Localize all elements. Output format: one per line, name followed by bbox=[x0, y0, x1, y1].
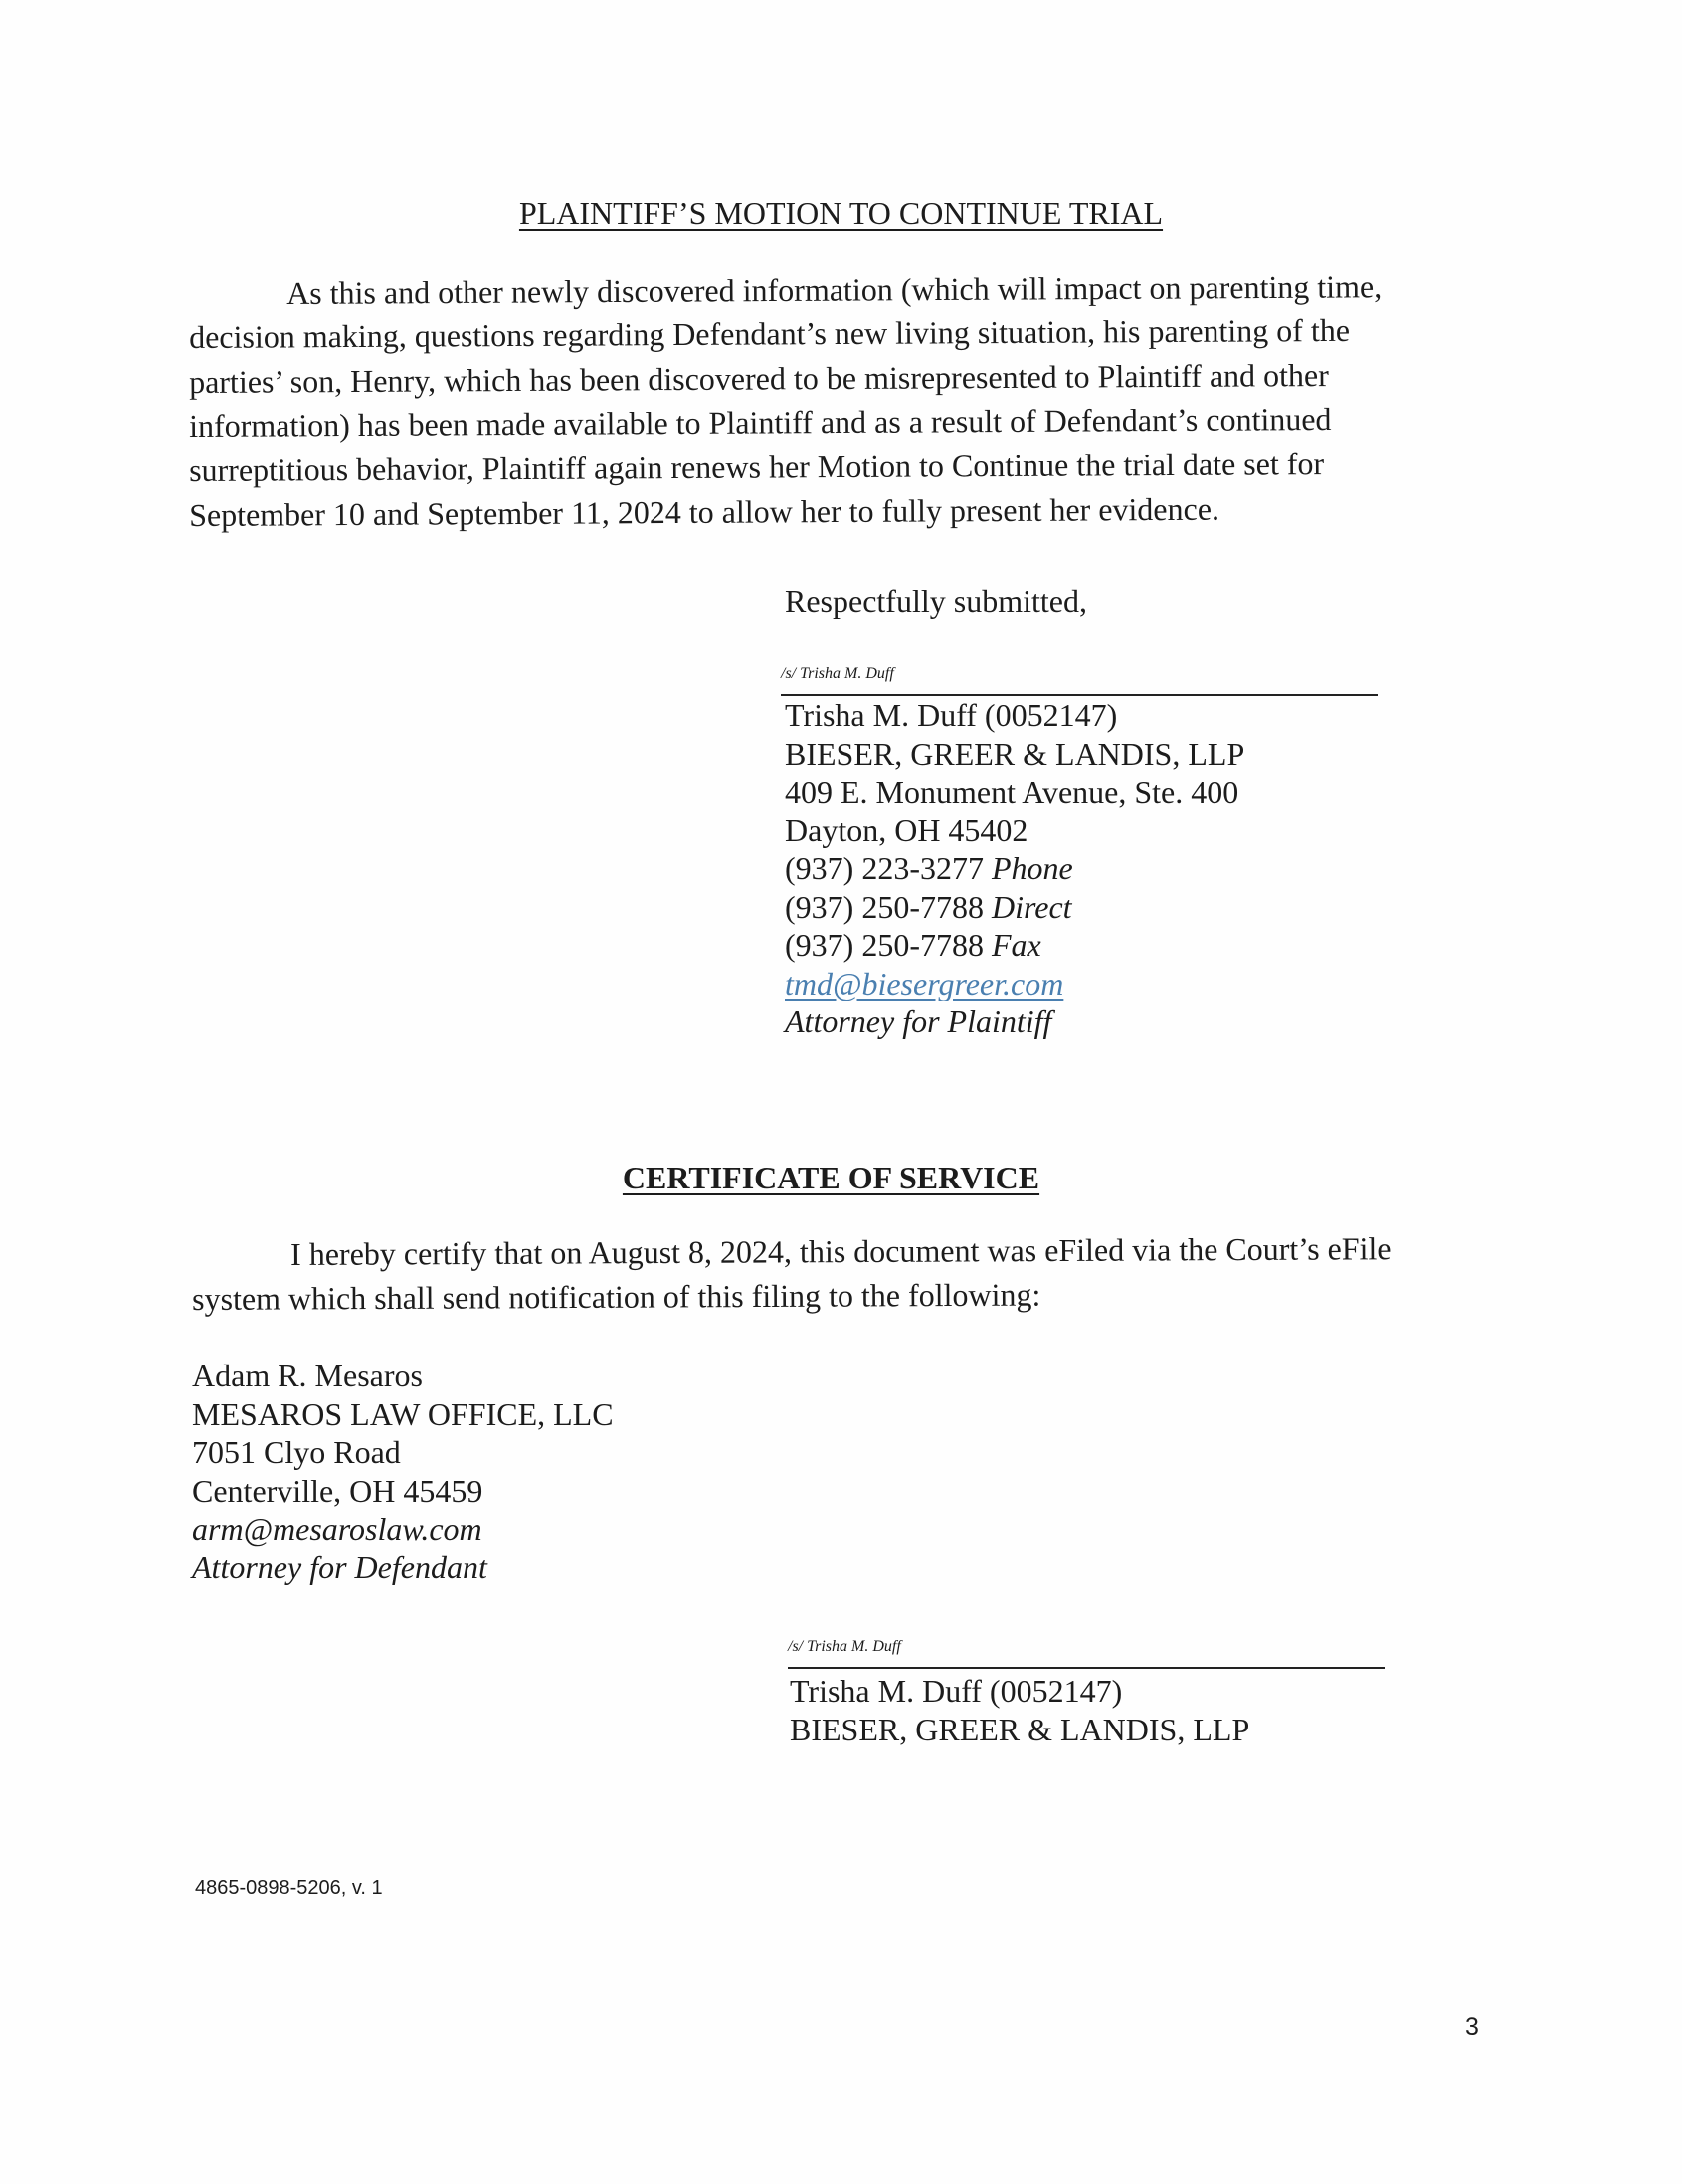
direct-number: (937) 250-7788 bbox=[785, 888, 984, 925]
direct-label: Direct bbox=[991, 888, 1072, 925]
certificate-signature-block bbox=[790, 1672, 1249, 1748]
attorney-address-line-2: Dayton, OH 45402 bbox=[785, 812, 1028, 848]
certificate-line-1: I hereby certify that on August 8, 2024, this document was eFiled via the Court’s eFile bbox=[290, 1230, 1392, 1272]
page-number: 3 bbox=[1465, 2013, 1479, 2041]
certificate-line-2: system which shall send notification of this filing to the following: bbox=[192, 1276, 1041, 1317]
closing-text: Respectfully submitted, bbox=[785, 583, 1087, 619]
motion-line-1: As this and other newly discovered information (which will impact on parenting time, bbox=[286, 269, 1383, 311]
motion-line-3: parties’ son, Henry, which has been discovered to be misrepresented to Plaintiff and other bbox=[189, 357, 1329, 400]
document-id: 4865-0898-5206, v. 1 bbox=[195, 1877, 383, 1899]
attorney-email-link[interactable]: tmd@biesergreer.com bbox=[785, 965, 1064, 1001]
certificate-signer-firm: BIESER, GREER & LANDIS, LLP bbox=[790, 1711, 1250, 1747]
attorney-fax bbox=[785, 926, 1244, 965]
e-signature: /s/ Trisha M. Duff bbox=[781, 665, 894, 682]
attorney-address-line-1: 409 E. Monument Avenue, Ste. 400 bbox=[785, 774, 1239, 810]
recipient-role: Attorney for Defendant bbox=[192, 1548, 487, 1585]
recipient-address-line-1: 7051 Clyo Road bbox=[192, 1434, 401, 1470]
certificate-signature-line bbox=[788, 1627, 1385, 1669]
attorney-signature-block bbox=[785, 696, 1244, 1041]
attorney-name: Trisha M. Duff (0052147) bbox=[785, 697, 1118, 733]
recipient-name: Adam R. Mesaros bbox=[192, 1358, 423, 1393]
motion-line-4: information) has been made available to Plaintiff and as a result of Defendant’s continued bbox=[189, 400, 1332, 444]
motion-title: PLAINTIFF’S MOTION TO CONTINUE TRIAL bbox=[518, 195, 1164, 231]
motion-line-6: September 10 and September 11, 2024 to allow her to fully present her evidence. bbox=[189, 490, 1220, 533]
motion-line-5: surreptitious behavior, Plaintiff again renews her Motion to Continue the trial date set for bbox=[189, 446, 1325, 488]
attorney-role: Attorney for Plaintiff bbox=[785, 1003, 1052, 1039]
attorney-phone bbox=[785, 849, 1244, 888]
motion-line-2: decision making, questions regarding Defendant’s new living situation, his parenting of the bbox=[189, 311, 1351, 355]
recipient-email[interactable]: arm@mesaroslaw.com bbox=[192, 1511, 482, 1547]
recipient-firm: MESAROS LAW OFFICE, LLC bbox=[192, 1395, 614, 1432]
fax-label: Fax bbox=[991, 927, 1041, 963]
signature-line bbox=[781, 654, 1378, 696]
fax-number: (937) 250-7788 bbox=[785, 927, 984, 963]
attorney-firm: BIESER, GREER & LANDIS, LLP bbox=[785, 735, 1245, 772]
certificate-title: CERTIFICATE OF SERVICE bbox=[622, 1160, 1040, 1195]
attorney-direct bbox=[785, 888, 1244, 927]
recipient-address-line-2: Centerville, OH 45459 bbox=[192, 1472, 483, 1509]
certificate-e-signature: /s/ Trisha M. Duff bbox=[788, 1638, 901, 1655]
phone-number: (937) 223-3277 bbox=[785, 850, 984, 886]
phone-label: Phone bbox=[991, 850, 1073, 886]
recipient-block bbox=[192, 1357, 614, 1586]
certificate-signer-name: Trisha M. Duff (0052147) bbox=[790, 1673, 1123, 1709]
